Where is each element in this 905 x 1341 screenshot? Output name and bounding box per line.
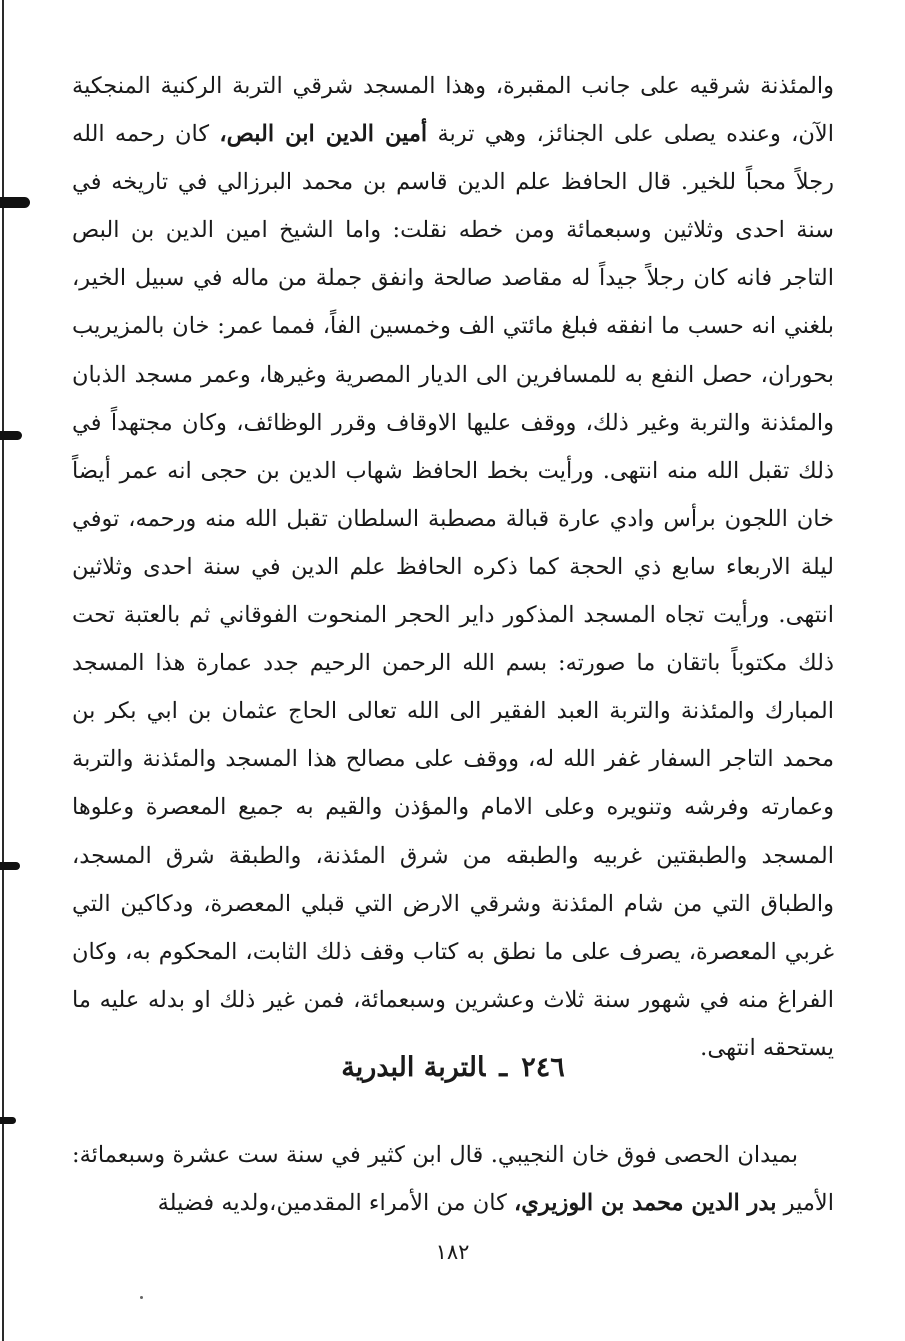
paragraph-text: والمئذنة شرقيه على جانب المقبرة، وهذا المسجد شرقي التربة الركنية المنجكية الآن، وعنده يصلى على الجنائز، وهي تربة bbox=[72, 73, 834, 148]
paragraph-2-text: بميدان الحصى فوق خان النجيبي. قال ابن كثير في سنة ست عشرة وسبعمائة: الأمير bbox=[72, 1142, 834, 1216]
section-number: ٢٤٦ bbox=[521, 1052, 565, 1083]
margin-mark bbox=[0, 1117, 16, 1124]
page-number: ١٨٢ bbox=[435, 1240, 470, 1264]
section-dash: ـ bbox=[499, 1052, 508, 1083]
section-heading bbox=[72, 1052, 834, 1083]
margin-mark bbox=[0, 431, 22, 440]
section-paragraph bbox=[72, 1131, 834, 1227]
section-title: التربة البدرية bbox=[341, 1052, 486, 1083]
margin-mark bbox=[0, 197, 30, 208]
person-name-bold-2: بدر الدين محمد بن الوزيري، bbox=[513, 1190, 777, 1216]
person-name-bold: أمين الدين ابن البص، bbox=[219, 121, 428, 148]
paragraph-text-continued: كان رحمه الله رجلاً محباً للخير. قال الحافظ علم الدين قاسم بن محمد البرزالي في تاريخه في سنة احدى وثلاثين وسبعمائة ومن خطه نقلت: واما الشيخ امين الدين بن البص التاجر فانه كان رجلاً جيداً له مقاصد صالحة وانفق جملة من ماله في سبيل الخير، بلغني انه حسب ما انفقه فبلغ مائتي الف وخمسين الفاً، فمما عمر: خان بالمزيريب بحوران، حصل النفع به للمسافرين الى الديار المصرية وغيرها، وعمر مسجد الذبان والمئذنة والتربة وغير ذلك، ووقف عليها الاوقاف وقرر الوظائف، وكان مجتهداً في ذلك تقبل الله منه انتهى. ورأيت بخط الحافظ شهاب الدين بن حجى انه عمر أيضاً خان اللجون برأس وادي عارة قبالة مصطبة السلطان تقبل الله منه ورحمه، توفي ليلة الاربعاء سابع ذي الحجة كما ذكره الحافظ علم الدين في سنة احدى وثلاثين انتهى. ورأيت تجاه المسجد المذكور داير الحجر المنحوت الفوقاني ثم بالعتبة تحت ذلك مكتوباً باتقان ما صورته: بسم الله الرحمن الرحيم جدد عمارة هذا المسجد المبارك والمئذنة والتربة العبد الفقير الى الله تعالى الحاج عثمان بن ابي بكر بن محمد التاجر السفار غفر الله له، ووقف على مصالح هذا المسجد والمئذنة والتربة وعمارته وفرشه وتنويره وعلى الامام والمؤذن والقيم به جميع المعصرة وعلوها المسجد والطبقتين غربيه والطبقه من شرق المئذنة، والطبقة شرق المسجد، والطباق التي من شام المئذنة وشرقي الارض التي قبلي المعصرة، ودكاكين التي غربي المعصرة، يصرف على ما نطق به كتاب وقف ذلك الثابت، المحكوم به، وكان الفراغ منه في شهور سنة ثلاث وعشرين وسبعمائة، فمن غير ذلك او بدله عليه ما يستحقه انتهى. bbox=[72, 121, 834, 1061]
margin-mark bbox=[0, 862, 20, 870]
main-paragraph bbox=[72, 62, 834, 1072]
paragraph-2-text-continued: كان من الأمراء المقدمين،ولديه فضيلة bbox=[157, 1190, 514, 1216]
page-speck bbox=[140, 1296, 143, 1299]
